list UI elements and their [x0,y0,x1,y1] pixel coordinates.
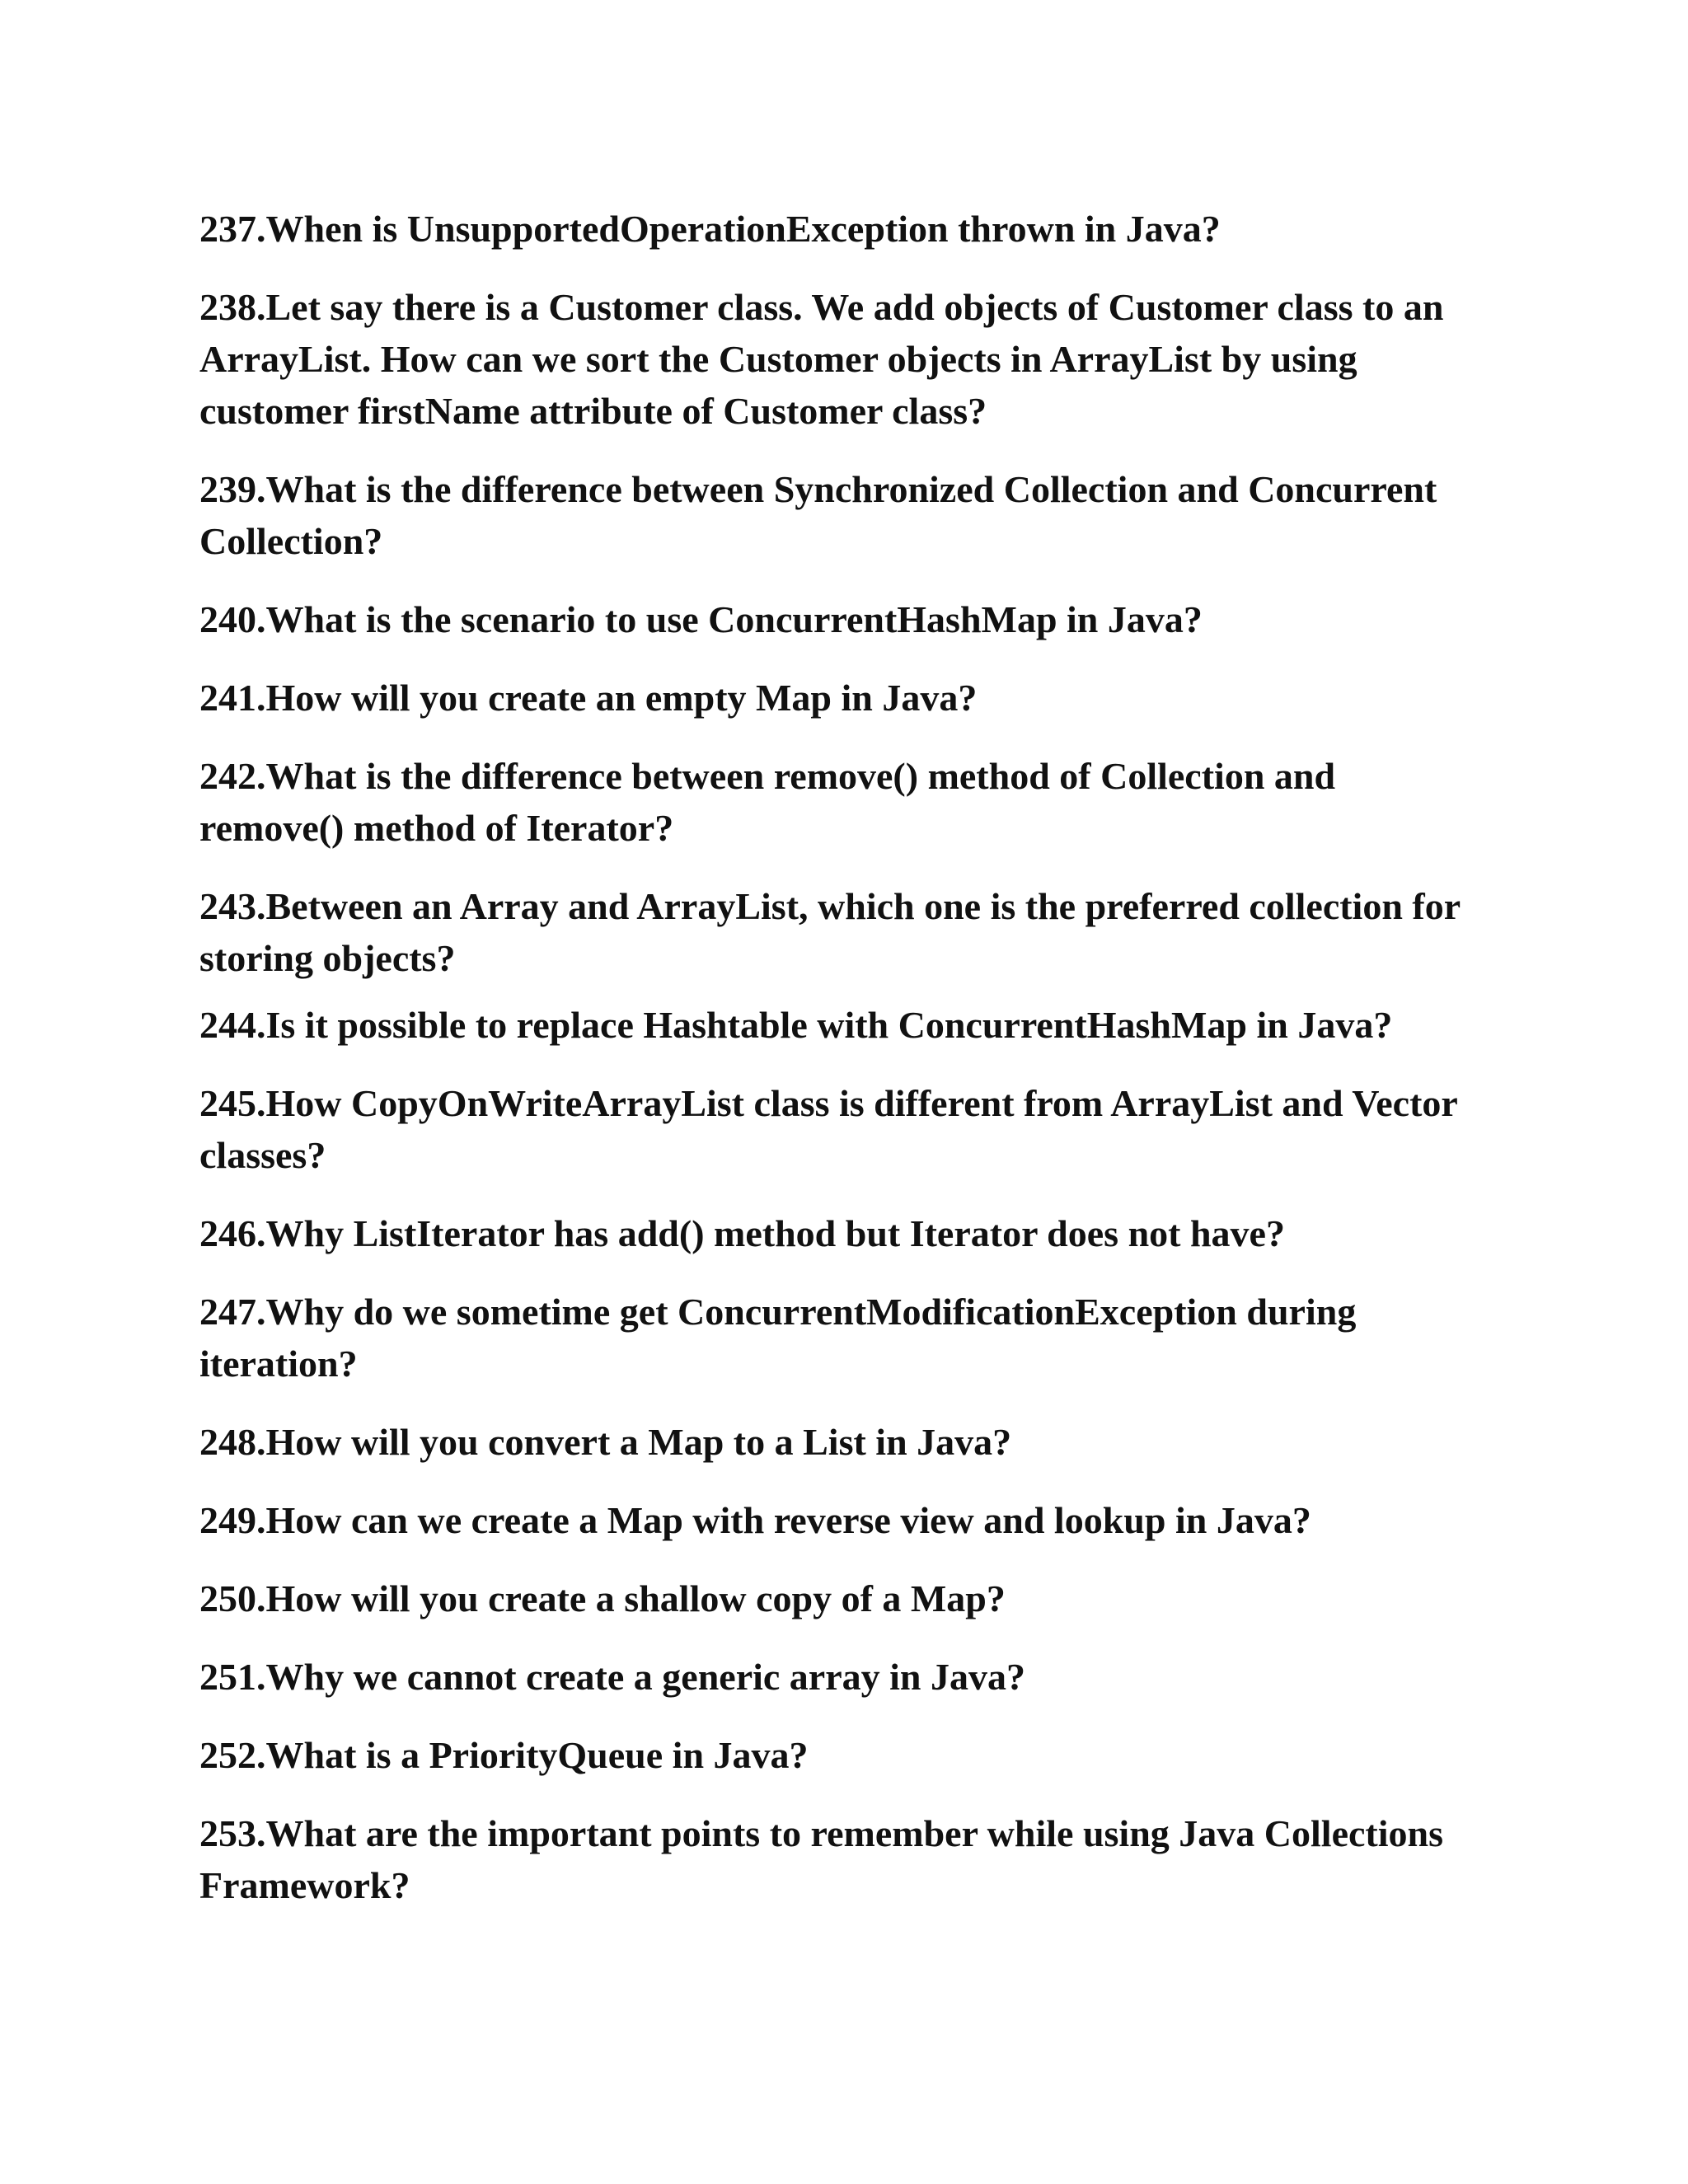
question-text: Let say there is a Customer class. We add objects of Customer class to an ArrayList. How can we sort the Customer objects in ArrayList by using customer firstName attribute of Customer class? [199,286,1444,432]
question-item [199,750,1485,854]
question-number: 251. [199,1656,266,1698]
question-item [199,1077,1485,1181]
question-item [199,203,1485,255]
question-item [199,593,1485,645]
question-number: 241. [199,677,266,719]
question-item [199,281,1485,437]
question-text: How will you create a shallow copy of a Map? [265,1577,1006,1619]
question-text: What are the important points to remember while using Java Collections Framework? [199,1812,1443,1906]
question-item [199,1286,1485,1390]
question-item [199,463,1485,567]
question-number: 253. [199,1812,266,1854]
question-number: 239. [199,468,266,510]
question-number: 243. [199,885,266,927]
question-text: Between an Array and ArrayList, which one is the preferred collection for storing objects? [199,885,1461,979]
question-text: Why we cannot create a generic array in Java? [265,1656,1026,1698]
question-text: When is UnsupportedOperationException thrown in Java? [265,208,1221,250]
question-item [199,1494,1485,1546]
question-item [199,1807,1485,1911]
question-text: How will you create an empty Map in Java? [265,677,978,719]
question-item [199,999,1485,1051]
question-text: How will you convert a Map to a List in Java? [265,1421,1012,1463]
question-item [199,1651,1485,1703]
question-text: What is the scenario to use ConcurrentHashMap in Java? [265,598,1203,640]
question-text: Why ListIterator has add() method but Iterator does not have? [265,1212,1285,1254]
question-number: 250. [199,1577,266,1619]
question-text: Why do we sometime get ConcurrentModificationException during iteration? [199,1291,1357,1385]
question-item [199,1729,1485,1781]
question-text: What is the difference between Synchronized Collection and Concurrent Collection? [199,468,1437,562]
question-number: 238. [199,286,266,328]
question-number: 240. [199,598,266,640]
question-text: What is the difference between remove() method of Collection and remove() method of Iterator? [199,755,1336,849]
question-number: 244. [199,1004,266,1046]
question-number: 249. [199,1499,266,1541]
question-item [199,1416,1485,1468]
question-text: What is a PriorityQueue in Java? [265,1734,809,1776]
question-number: 252. [199,1734,266,1776]
question-number: 245. [199,1082,266,1124]
question-item [199,672,1485,724]
question-item [199,1207,1485,1259]
question-item [199,880,1485,984]
question-number: 247. [199,1291,266,1333]
question-number: 242. [199,755,266,797]
question-number: 246. [199,1212,266,1254]
question-text: How CopyOnWriteArrayList class is different from ArrayList and Vector classes? [199,1082,1457,1176]
question-number: 237. [199,208,266,250]
question-item [199,1572,1485,1624]
question-text: How can we create a Map with reverse view and lookup in Java? [265,1499,1311,1541]
question-list [199,203,1485,1938]
question-text: Is it possible to replace Hashtable with ConcurrentHashMap in Java? [265,1004,1393,1046]
question-number: 248. [199,1421,266,1463]
